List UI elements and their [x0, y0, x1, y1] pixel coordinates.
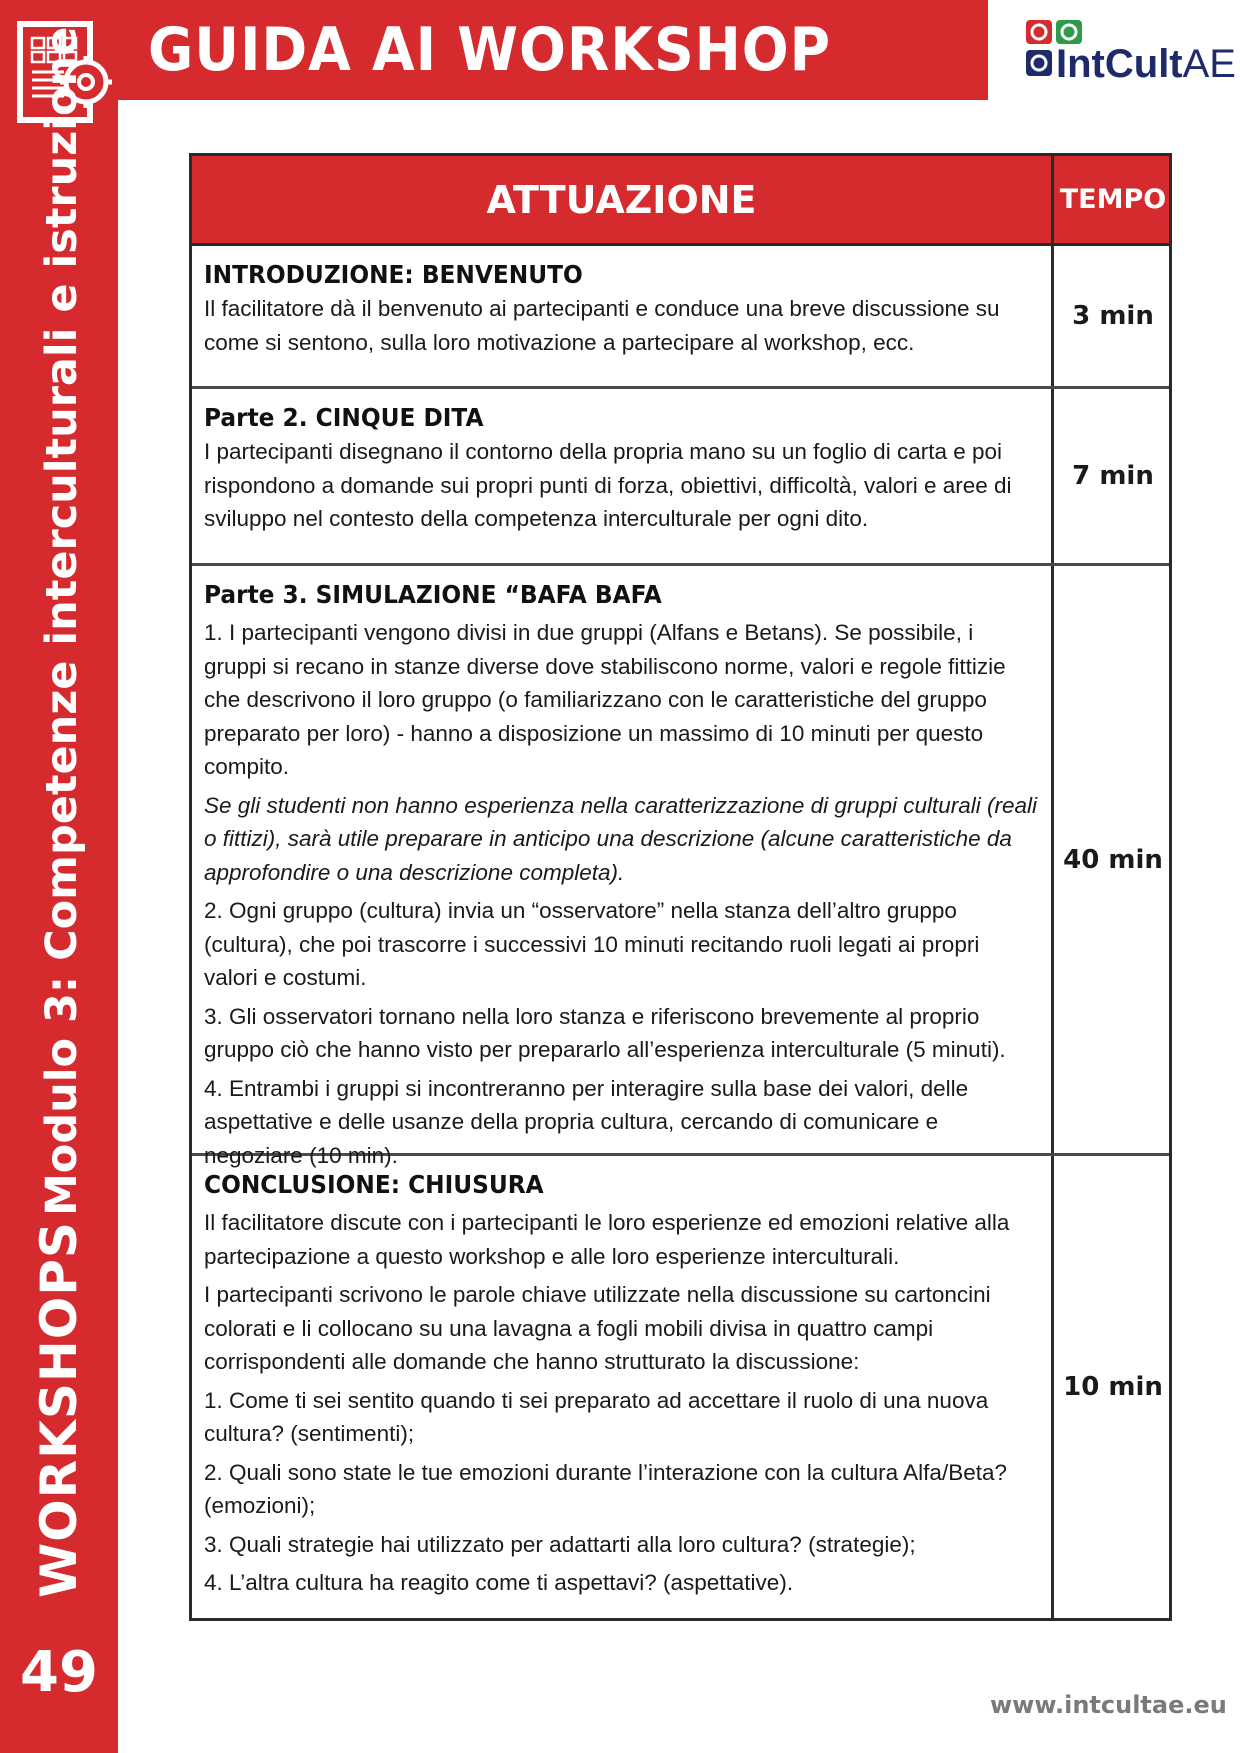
- column-header-attuazione: ATTUAZIONE: [192, 156, 1054, 243]
- paragraph: Il facilitatore dà il benvenuto ai partecipanti e conduce una breve discussione su come si sentono, sulla loro motivazione a partecipare al workshop, ecc.: [204, 296, 1000, 355]
- time-cell: 10 min: [1063, 1372, 1163, 1402]
- table-header-row: [192, 156, 1169, 246]
- footer-website-link[interactable]: www.intcultae.eu: [990, 1691, 1227, 1719]
- paragraph: 2. Quali sono state le tue emozioni durante l’interazione con la cultura Alfa/Beta? (emozioni);: [204, 1459, 1007, 1518]
- activity-cell: [192, 1156, 1054, 1618]
- page-title: GUIDA AI WORKSHOP: [148, 15, 831, 85]
- paragraph: 3. Gli osservatori tornano nella loro stanza e riferiscono brevemente al proprio gruppo ciò che hanno visto per prepararlo all’esperienza interculturale (5 minuti).: [204, 1003, 1006, 1062]
- time-cell: 7 min: [1072, 461, 1154, 491]
- table-row: [192, 566, 1169, 1168]
- paragraph: 4. Entrambi i gruppi si incontreranno per interagire sulla base dei valori, delle aspettative e delle usanze della propria cultura, cercando di comunicare e negoziare (10 min).: [204, 1075, 969, 1168]
- paragraph: 1. Come ti sei sentito quando ti sei preparato ad accettare il ruolo di una nuova cultura? (sentimenti);: [204, 1387, 989, 1446]
- note-paragraph: Se gli studenti non hanno esperienza nella caratterizzazione di gruppi culturali (reali o fittizi), sarà utile preparare in anticipo una descrizione (alcune caratteristiche da approfondire o una descrizione completa).: [204, 792, 1037, 885]
- paragraph: Il facilitatore discute con i partecipanti le loro esperienze ed emozioni relative alla partecipazione a questo workshop e alle loro esperienze interculturali.: [204, 1210, 1010, 1269]
- workshop-table: [189, 153, 1172, 1621]
- activity-cell: [192, 566, 1054, 1168]
- sidebar-workshops-label: WORKSHOPS: [30, 1221, 88, 1598]
- table-row: [192, 246, 1169, 389]
- paragraph: I partecipanti disegnano il contorno della propria mano su un foglio di carta e poi rispondono a domande sui propri punti di forza, obiettivi, difficoltà, valori e aree di sviluppo nel contesto della competenza interculturale per ogni dito.: [204, 439, 1012, 531]
- time-cell: 40 min: [1063, 844, 1163, 875]
- paragraph: 3. Quali strategie hai utilizzato per adattarti alla loro cultura? (strategie);: [204, 1531, 916, 1557]
- activity-cell: [192, 246, 1054, 386]
- sidebar-vertical-title: [30, 26, 90, 1598]
- paragraph: 4. L’altra cultura ha reagito come ti aspettavi? (aspettative).: [204, 1570, 794, 1595]
- paragraph: I partecipanti scrivono le parole chiave utilizzate nella discussione su cartoncini colorati e li collocano su una lavagna a fogli mobili divisa in quattro campi corrispondenti alle domande che hanno strutturato la discussione:: [204, 1282, 991, 1374]
- section-title: INTRODUZIONE: BENVENUTO: [204, 260, 583, 289]
- section-title: Parte 3. SIMULAZIONE “BAFA BAFA: [204, 580, 662, 609]
- column-header-tempo: TEMPO: [1059, 184, 1167, 215]
- paragraph: 2. Ogni gruppo (cultura) invia un “osservatore” nella stanza dell’altro gruppo (cultura), che poi trascorre i successivi 10 minuti recitando ruoli legati ai propri valori e costumi.: [204, 898, 980, 990]
- sidebar-module-label: Modulo 3: Competenze interculturali e istruzione: [37, 26, 87, 1216]
- paragraph: 1. I partecipanti vengono divisi in due gruppi (Alfans e Betans). Se possibile, i gruppi si recano in stanze diverse dove stabiliscono norme, valori e regole fittizie che descrivono il loro gruppo (o familiarizzano con le caratteristiche del gruppo preparato per loro) - hanno a disposizione un massimo di 10 minuti per questo compito.: [204, 620, 1006, 779]
- table-row: [192, 389, 1169, 566]
- time-cell: 3 min: [1072, 301, 1154, 331]
- activity-cell: [192, 389, 1054, 563]
- logo-wordmark: IntCultAE: [1056, 42, 1236, 86]
- page-number: 49: [20, 1640, 98, 1705]
- table-row: [192, 1156, 1169, 1618]
- section-title: CONCLUSIONE: CHIUSURA: [204, 1170, 544, 1199]
- section-title: Parte 2. CINQUE DITA: [204, 403, 484, 432]
